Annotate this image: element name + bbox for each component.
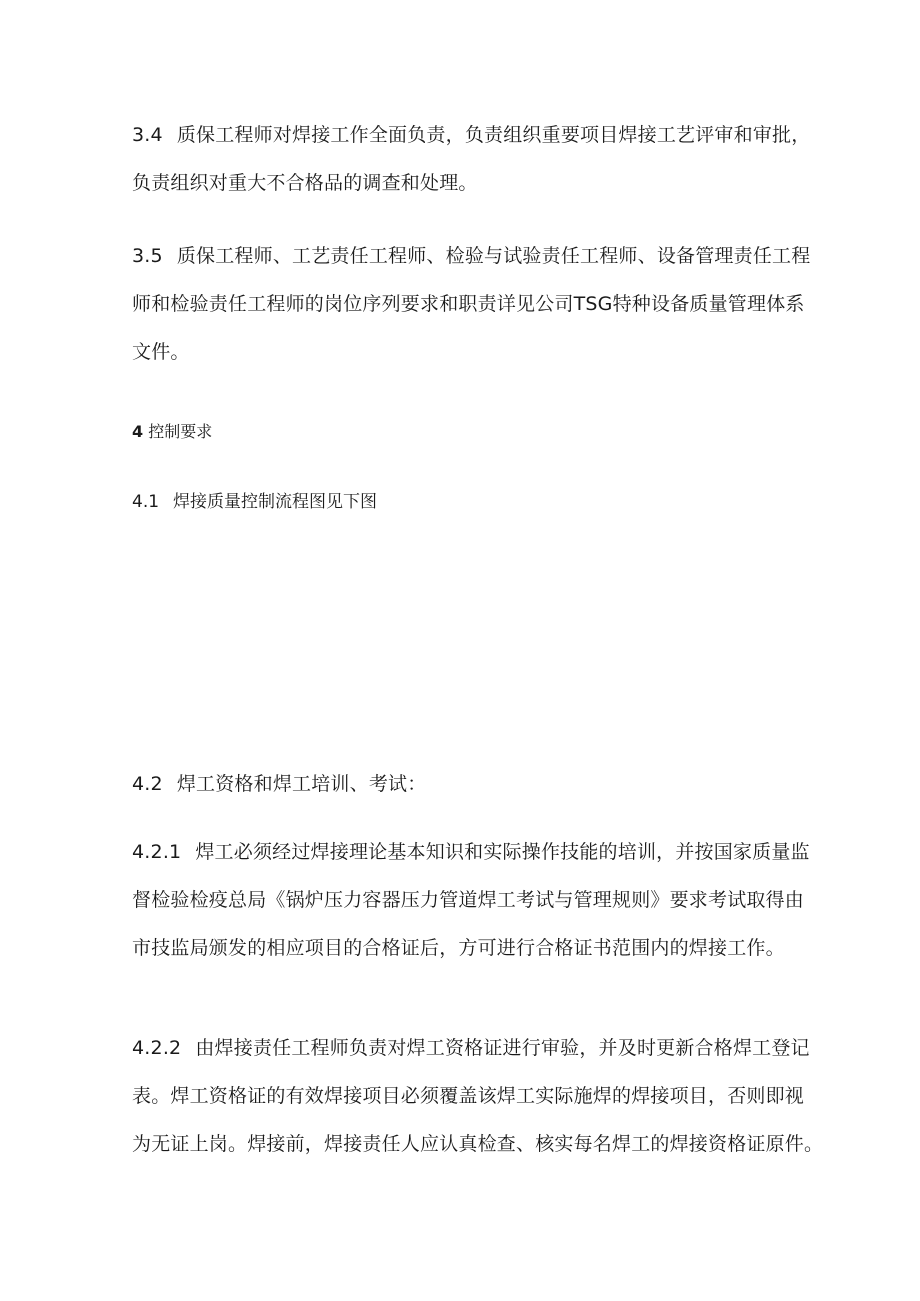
section-4-2-2-text-1: 由焊接责任工程师负责对焊工资格证进行审验，并及时更新合格焊工登记: [195, 1037, 810, 1059]
section-4-2-2-line-1: [132, 1024, 810, 1072]
section-4-2-1-line-2: 督检验检疫总局《锅炉压力容器压力管道焊工考试与管理规则》要求考试取得由: [132, 889, 805, 911]
section-3-4: [132, 111, 811, 207]
section-4-1-number: 4.1: [132, 492, 160, 512]
section-4-2-number: 4.2: [132, 773, 163, 795]
section-4-2-line: [132, 760, 802, 808]
section-4-2-1-number: 4.2.1: [132, 841, 182, 863]
section-3-5-number: 3.5: [132, 245, 163, 267]
section-3-5-line-2: 师和检验责任工程师的岗位序列要求和职责详见公司TSG特种设备质量管理体系: [132, 293, 805, 315]
section-4-2: [132, 760, 802, 808]
section-4-1-title: 焊接质量控制流程图见下图: [173, 492, 378, 512]
section-3-4-line-1: [132, 111, 811, 159]
section-4-heading: [132, 420, 212, 444]
section-4-title: 控制要求: [148, 422, 213, 441]
section-4-2-2-line-3: 为无证上岗。焊接前，焊接责任人应认真检查、核实每名焊工的焊接资格证原件。: [132, 1133, 824, 1155]
flowchart-placeholder: [132, 600, 792, 750]
section-3-4-number: 3.4: [132, 124, 163, 146]
section-3-5-text-1: 质保工程师、工艺责任工程师、检验与试验责任工程师、设备管理责任工程: [176, 245, 811, 267]
section-4-2-title: 焊工资格和焊工培训、考试：: [176, 773, 427, 795]
section-4-number: 4: [132, 422, 144, 441]
section-4-2-1-line-3: 市技监局颁发的相应项目的合格证后，方可进行合格证书范围内的焊接工作。: [132, 937, 785, 959]
section-3-4-line-2: 负责组织对重大不合格品的调查和处理。: [132, 172, 478, 194]
section-3-5-line-1: [132, 232, 811, 280]
section-4-2-1-text-1: 焊工必须经过焊接理论基本知识和实际操作技能的培训，并按国家质量监: [195, 841, 810, 863]
section-4-2-1-line-1: [132, 828, 810, 876]
section-4-2-2: [132, 1024, 824, 1168]
section-3-4-text-1: 质保工程师对焊接工作全面负责，负责组织重要项目焊接工艺评审和审批，: [176, 124, 811, 146]
section-4-2-2-number: 4.2.2: [132, 1037, 182, 1059]
section-4-1: [132, 490, 377, 514]
section-3-5: [132, 232, 811, 376]
section-4-2-1: [132, 828, 810, 972]
section-3-5-line-3: 文件。: [132, 341, 190, 363]
section-4-2-2-line-2: 表。焊工资格证的有效焊接项目必须覆盖该焊工实际施焊的焊接项目，否则即视: [132, 1085, 805, 1107]
